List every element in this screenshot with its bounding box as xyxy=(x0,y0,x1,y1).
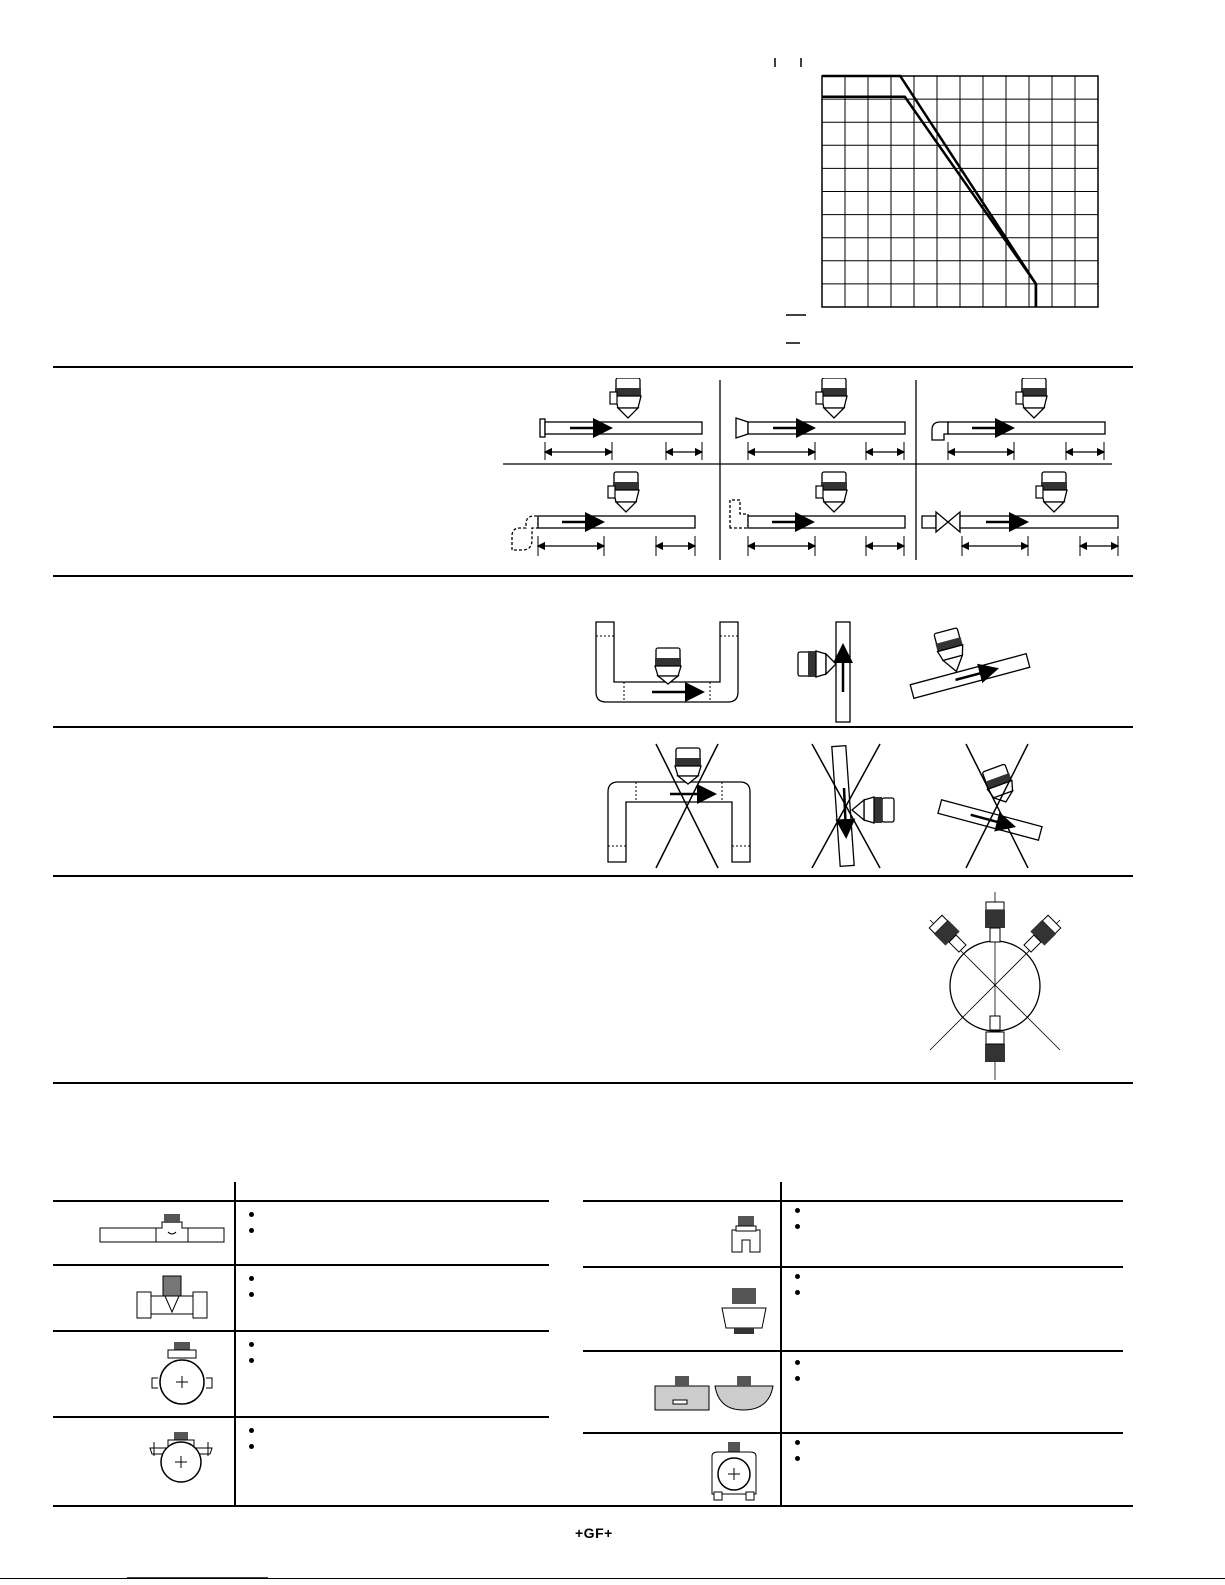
bullet-point xyxy=(249,1342,254,1347)
inclined-pipe xyxy=(899,612,1030,698)
correct-mounting-diagrams xyxy=(590,612,1040,724)
union-tee-icon xyxy=(135,1274,209,1322)
bullet-point xyxy=(795,1224,800,1229)
section-divider-5 xyxy=(53,1082,1133,1084)
section-divider-3 xyxy=(53,726,1133,728)
straight-run-diagrams xyxy=(500,378,1125,563)
diagram-two-elbows-3d xyxy=(730,472,905,556)
bolted-saddle-icon xyxy=(144,1432,218,1484)
inverted-u-pipe xyxy=(608,744,750,868)
incorrect-mounting-svg xyxy=(600,742,1060,872)
page-bottom-border xyxy=(0,1578,1225,1579)
sensor-left xyxy=(929,915,970,956)
bullet-point xyxy=(249,1276,254,1281)
bullet-point xyxy=(249,1444,254,1449)
bullet-point xyxy=(795,1208,800,1213)
section-divider-4 xyxy=(53,875,1133,877)
bullet-point xyxy=(795,1290,800,1295)
strap-on-saddle-icon xyxy=(718,1286,770,1338)
pressure-temperature-chart xyxy=(770,50,1130,350)
bullet-point xyxy=(249,1428,254,1433)
chart-grid xyxy=(822,76,1098,307)
chart-svg xyxy=(770,50,1130,350)
vertical-pipe-upflow xyxy=(798,622,850,722)
bullet-point xyxy=(249,1228,254,1233)
incorrect-mounting-diagrams xyxy=(600,742,1060,872)
tee-fitting-icon xyxy=(98,1212,226,1252)
sensor-top xyxy=(985,902,1005,942)
diagram-reducer xyxy=(736,378,905,460)
pvdf-saddle-icon xyxy=(706,1440,762,1504)
gf-logo: +GF+ xyxy=(575,1525,613,1541)
vertical-pipe-downflow xyxy=(812,744,894,868)
section-divider-2 xyxy=(53,575,1133,577)
bullet-point xyxy=(795,1360,800,1365)
diagram-two-elbows xyxy=(512,472,695,556)
inclined-pipe-wrong xyxy=(938,744,1042,868)
diagram-valve xyxy=(922,472,1118,556)
correct-mounting-svg xyxy=(590,612,1040,724)
bullet-point xyxy=(795,1440,800,1445)
bullet-point xyxy=(249,1292,254,1297)
section-divider-1 xyxy=(53,366,1133,368)
weld-on-fitting-icon xyxy=(726,1214,766,1254)
diagram-elbow xyxy=(932,378,1105,460)
bullet-point xyxy=(795,1456,800,1461)
table-bottom-rule xyxy=(53,1505,1133,1507)
bullet-point xyxy=(795,1274,800,1279)
bullet-point xyxy=(795,1376,800,1381)
diagram-flange xyxy=(540,378,702,460)
wafer-saddle-icons xyxy=(651,1372,777,1412)
clamp-saddle-icon xyxy=(150,1340,214,1406)
mounting-positions-svg xyxy=(920,892,1070,1080)
mounting-positions-diagram xyxy=(920,892,1070,1080)
u-pipe-horizontal xyxy=(596,622,738,702)
sensor-right xyxy=(1020,915,1061,956)
bullet-point xyxy=(249,1358,254,1363)
bullet-point xyxy=(249,1212,254,1217)
straight-run-svg xyxy=(500,378,1125,563)
